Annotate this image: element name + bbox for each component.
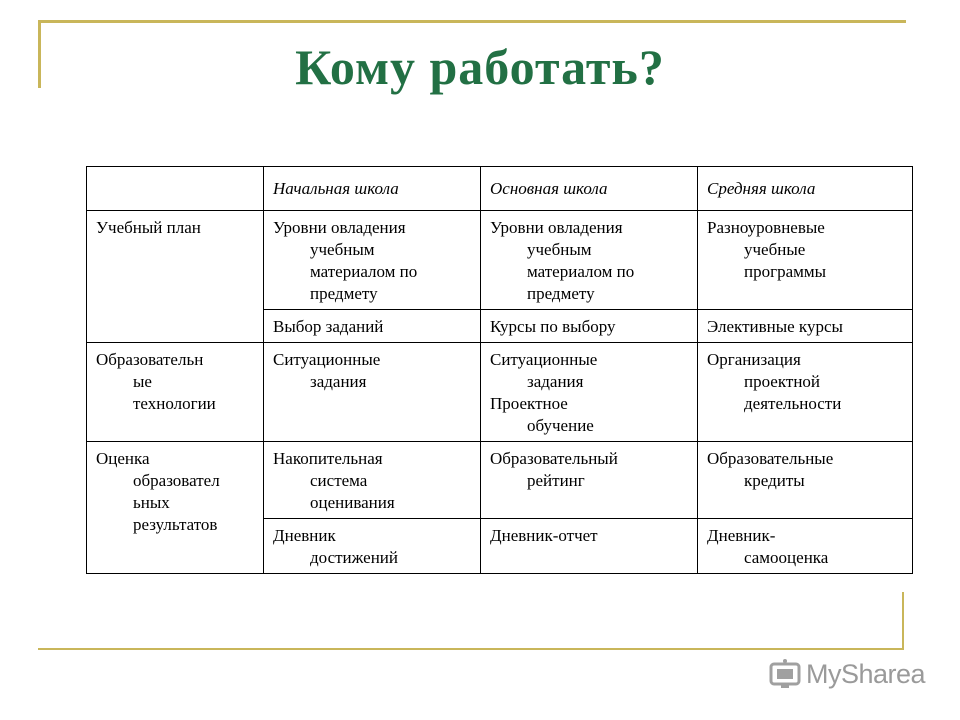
- table-cell: Накопительная система оценивания: [264, 442, 481, 519]
- table-cell: Выбор заданий: [264, 310, 481, 343]
- header-primary-school: Начальная школа: [264, 167, 481, 211]
- decorative-line-bottom: [38, 648, 904, 650]
- page-title: Кому работать?: [295, 39, 665, 95]
- table-row: [87, 343, 913, 442]
- table-cell: Организация проектной деятельности: [698, 343, 913, 442]
- table-row: [87, 442, 913, 519]
- row-label-assessment: Оценка образовател ьных результатов: [87, 442, 264, 574]
- decorative-line-top: [40, 20, 906, 23]
- row-label-technologies: Образовательн ые технологии: [87, 343, 264, 442]
- header-empty-cell: [87, 167, 264, 211]
- table-cell: Дневник-отчет: [481, 519, 698, 574]
- table-cell: Ситуационные задания: [264, 343, 481, 442]
- table-cell: Дневник достижений: [264, 519, 481, 574]
- table-cell: Курсы по выбору: [481, 310, 698, 343]
- table-row: [87, 211, 913, 310]
- header-basic-school: Основная школа: [481, 167, 698, 211]
- table-cell: Уровни овладения учебным материалом по предмету: [264, 211, 481, 310]
- table-cell: Дневник- самооценка: [698, 519, 913, 574]
- myshared-logo-icon: [768, 658, 802, 690]
- watermark: [768, 656, 928, 692]
- comparison-table: [86, 166, 913, 574]
- table-cell: Ситуационные задания Проектное обучение: [481, 343, 698, 442]
- header-secondary-school: Средняя школа: [698, 167, 913, 211]
- table-header-row: [87, 167, 913, 211]
- table-cell: Образовательный рейтинг: [481, 442, 698, 519]
- table-cell: Образовательные кредиты: [698, 442, 913, 519]
- row-label-curriculum: Учебный план: [87, 211, 264, 343]
- decorative-line-right: [902, 592, 904, 650]
- table-cell: Разноуровневые учебные программы: [698, 211, 913, 310]
- watermark-text: MySharea: [806, 658, 926, 689]
- table-cell: Уровни овладения учебным материалом по предмету: [481, 211, 698, 310]
- table-cell: Элективные курсы: [698, 310, 913, 343]
